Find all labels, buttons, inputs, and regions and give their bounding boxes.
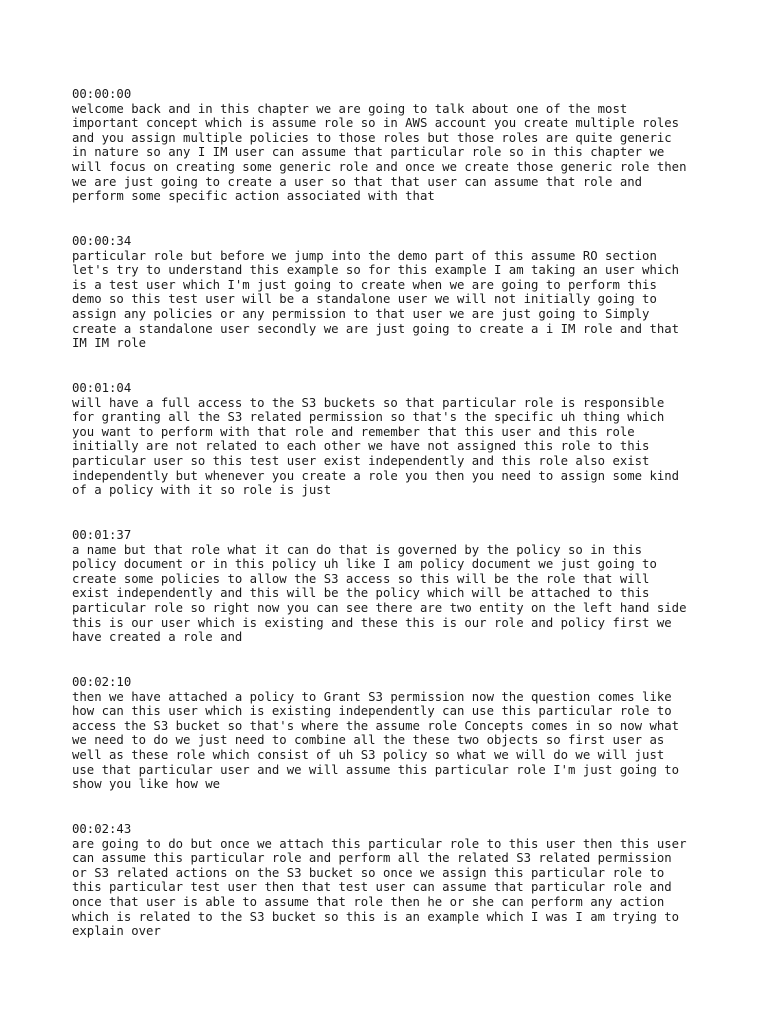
- segment-line: we are just going to create a user so that that user can assume that role and: [72, 174, 643, 189]
- segment-line: a name but that role what it can do that is governed by the policy so in this: [72, 542, 643, 557]
- segment-line: initially are not related to each other we have not assigned this role to this: [72, 439, 650, 454]
- segment-timestamp: 00:00:00: [72, 87, 132, 101]
- segment-line: particular role so right now you can see there are two entity on the left hand side: [72, 600, 687, 615]
- segment-timestamp: 00:01:37: [72, 528, 132, 542]
- transcript-segment: [72, 234, 712, 351]
- transcript-segment: [72, 822, 712, 939]
- segment-timestamp: 00:02:43: [72, 822, 132, 836]
- transcript-segment: [72, 87, 712, 204]
- segment-line: access the S3 bucket so that's where the assume role Concepts comes in so now what: [72, 718, 680, 733]
- segment-line: of a policy with it so role is just: [72, 483, 332, 498]
- segment-line: demo so this test user will be a standalone user we will not initially going to: [72, 292, 657, 307]
- segment-line: perform some specific action associated with that: [72, 189, 435, 204]
- segment-line: create some policies to allow the S3 access so this will be the role that will: [72, 571, 650, 586]
- segment-line: how can this user which is existing independently can use this particular role to: [72, 704, 672, 719]
- segment-line: will focus on creating some generic role and once we create those generic role then: [72, 159, 687, 174]
- segment-line: welcome back and in this chapter we are going to talk about one of the most: [72, 101, 628, 116]
- segment-line: have created a role and: [72, 630, 243, 645]
- segment-line: or S3 related actions on the S3 bucket so once we assign this particular role to: [72, 865, 665, 880]
- transcript-segment: [72, 528, 712, 645]
- transcript-segment: [72, 675, 712, 792]
- segment-timestamp: 00:02:10: [72, 675, 132, 689]
- segment-line: explain over: [72, 924, 161, 939]
- segment-line: can assume this particular role and perform all the related S3 related permission: [72, 851, 672, 866]
- segment-line: once that user is able to assume that role then he or she can perform any action: [72, 894, 665, 909]
- segment-line: then we have attached a policy to Grant S3 permission now the question comes like: [72, 689, 672, 704]
- segment-line: particular role but before we jump into the demo part of this assume RO section: [72, 248, 657, 263]
- segment-line: IM IM role: [72, 336, 147, 351]
- segment-line: particular user so this test user exist independently and this role also exist: [72, 453, 650, 468]
- segment-line: which is related to the S3 bucket so this is an example which I was I am trying to: [72, 909, 680, 924]
- transcript-segment: [72, 381, 712, 498]
- segment-line: this is our user which is existing and these this is our role and policy first we: [72, 615, 672, 630]
- segment-timestamp: 00:00:34: [72, 234, 132, 248]
- segment-line: are going to do but once we attach this particular role to this user then this user: [72, 836, 687, 851]
- segment-line: policy document or in this policy uh like I am policy document we just going to: [72, 557, 657, 572]
- segment-line: important concept which is assume role so in AWS account you create multiple roles: [72, 116, 680, 131]
- segment-line: use that particular user and we will assume this particular role I'm just going to: [72, 762, 680, 777]
- segment-line: independently but whenever you create a role you then you need to assign some kind: [72, 468, 680, 483]
- segment-line: create a standalone user secondly we are just going to create a i IM role and that: [72, 321, 680, 336]
- segment-line: we need to do we just need to combine all the these two objects so first user as: [72, 733, 665, 748]
- segment-line: well as these role which consist of uh S3 policy so what we will do we will just: [72, 747, 665, 762]
- segment-line: for granting all the S3 related permission so that's the specific uh thing which: [72, 410, 665, 425]
- segment-line: is a test user which I'm just going to create when we are going to perform this: [72, 277, 657, 292]
- segment-line: this particular test user then that test user can assume that particular role and: [72, 880, 672, 895]
- segment-line: in nature so any I IM user can assume that particular role so in this chapter we: [72, 145, 665, 160]
- segment-line: you want to perform with that role and remember that this user and this role: [72, 424, 635, 439]
- segment-line: and you assign multiple policies to those roles but those roles are quite generic: [72, 130, 672, 145]
- segment-line: assign any policies or any permission to that user we are just going to Simply: [72, 306, 650, 321]
- segment-line: let's try to understand this example so for this example I am taking an user which: [72, 263, 680, 278]
- segment-timestamp: 00:01:04: [72, 381, 132, 395]
- segment-line: show you like how we: [72, 777, 221, 792]
- segment-line: will have a full access to the S3 buckets so that particular role is responsible: [72, 395, 665, 410]
- segment-line: exist independently and this will be the policy which will be attached to this: [72, 586, 650, 601]
